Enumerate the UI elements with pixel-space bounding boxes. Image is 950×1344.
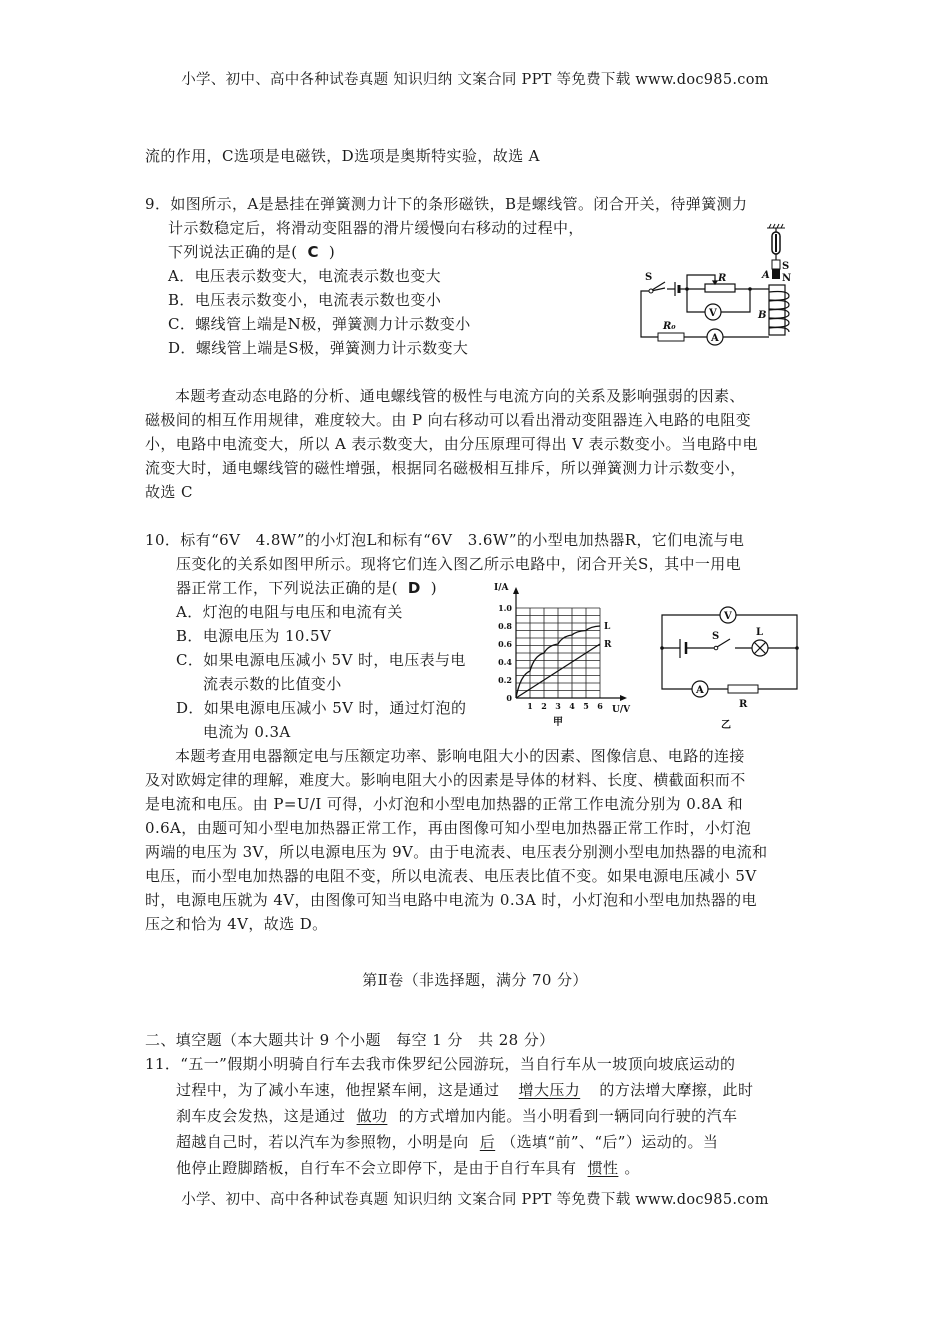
q10-explanation-line8: 压之和恰为 4V，故选 D。	[145, 915, 328, 933]
lamp-label-l: L	[756, 627, 764, 638]
q9-explanation-line3: 小，电路中电流变大，所以 A 表示数变大，由分压原理可得出 V 表示数变小。当电路中电	[145, 435, 758, 453]
bar-magnet-icon	[772, 260, 780, 279]
x-axis-arrow-icon	[620, 695, 627, 701]
q11-line1: 11．“五一”假期小明骑自行车去我市侏罗纪公园游玩，当自行车从一坡顶向坡底运动的	[145, 1055, 736, 1073]
section-2-heading: 二、填空题（本大题共计 9 个小题 每空 1 分 共 28 分）	[145, 1031, 555, 1049]
solenoid-icon	[769, 285, 789, 335]
carryover-text: 流的作用，C选项是电磁铁，D选项是奥斯特实验，故选 A	[145, 147, 540, 165]
q11-line2: 过程中，为了减小车速，他捏紧车闸，这是通过 增大压力 的方法增大摩擦，此时	[176, 1081, 754, 1099]
q10-stem-line1: 10．标有“6V 4.8W”的小灯泡L和标有“6V 3.6W”的小型电加热器R，它们电流与电	[145, 531, 745, 549]
magnet-label-a: A	[762, 270, 770, 281]
q9-stem-line1: 9．如图所示，A是悬挂在弹簧测力计下的条形磁铁，B是螺线管。闭合开关，待弹簧测力	[145, 195, 748, 213]
q10-option-d: D．如果电源电压减小 5V 时，通过灯泡的	[176, 699, 467, 717]
q10-explanation-line6: 电压，而小型电加热器的电阻不变，所以电流表、电压表比值不变。如果电源电压减小 5V	[145, 867, 757, 885]
y-tick: 0.2	[498, 675, 512, 685]
x-tick: 2	[541, 701, 547, 711]
q11-blank-2: 做功	[356, 1107, 388, 1125]
q10-option-c: C．如果电源电压减小 5V 时，电压表与电	[176, 651, 466, 669]
y-tick: 0	[506, 693, 512, 703]
y-tick: 1.0	[498, 603, 512, 613]
section-2-title: 第Ⅱ卷（非选择题，满分 70 分）	[362, 971, 588, 989]
resistor-r-icon	[728, 685, 758, 693]
y-tick: 0.6	[498, 639, 512, 649]
lamp-icon	[752, 640, 768, 656]
q10-explanation-line4: 0.6A，由题可知小型电加热器正常工作，再由图像可知小型电加热器正常工作时，小灯泡	[145, 819, 752, 837]
battery-icon	[680, 639, 686, 658]
q10-explanation-line7: 时，电源电压就为 4V，由图像可知当电路中电流为 0.3A 时，小灯泡和小型电加热器的电	[145, 891, 757, 909]
switch-label-s: S	[712, 631, 720, 642]
pole-label-s: S	[782, 261, 790, 272]
q9-explanation-line2: 磁极间的相互作用规律，难度较大。由 P 向右移动可以看出滑动变阻器连入电路的电阻变	[145, 411, 752, 429]
q10-stem-line2: 压变化的关系如图甲所示。现将它们连入图乙所示电路中，闭合开关S，其中一用电	[176, 555, 742, 573]
q11-blank-1: 增大压力	[518, 1081, 581, 1099]
q10-option-d-cont: 电流为 0.3A	[203, 723, 291, 741]
q10-answer: D	[407, 579, 421, 597]
q9-stem-line2: 计示数稳定后，将滑动变阻器的滑片缓慢向右移动的过程中，	[168, 219, 584, 237]
switch-label-s: S	[645, 272, 653, 283]
q9-option-c: C．螺线管上端是N极，弹簧测力计示数变小	[168, 315, 471, 333]
page-footer: 小学、初中、高中各种试卷真题 知识归纳 文案合同 PPT 等免费下载 www.doc985.com	[181, 1192, 769, 1208]
voltmeter-label: V	[709, 308, 717, 319]
spring-scale-icon	[772, 228, 780, 260]
battery-icon	[667, 282, 687, 296]
pole-label-n: N	[782, 273, 792, 284]
q10-explanation-line3: 是电流和电压。由 P=U/I 可得，小灯泡和小型电加热器的正常工作电流分别为 0.8A 和	[145, 795, 744, 813]
q9-option-a: A．电压表示数变大，电流表示数也变大	[168, 267, 442, 285]
q11-blank-3: 后	[479, 1133, 496, 1151]
x-tick: 4	[569, 701, 575, 711]
y-axis-label: I/A	[494, 583, 509, 593]
q10-option-b: B．电源电压为 10.5V	[176, 627, 332, 645]
x-tick: 3	[555, 701, 561, 711]
figure-caption-jia: 甲	[553, 717, 563, 728]
ammeter-label: A	[711, 333, 719, 344]
x-axis-label: U/V	[612, 705, 631, 715]
rheostat-label-r: R	[718, 273, 727, 284]
q11-line5: 他停止蹬脚踏板，自行车不会立即停下，是由于自行车具有 惯性 。	[176, 1159, 640, 1177]
q11-line3: 刹车皮会发热，这是通过 做功 的方式增加内能。当小明看到一辆同向行驶的汽车	[176, 1107, 738, 1125]
r0-label: R₀	[663, 321, 676, 332]
q10-circuit-diagram-yi	[650, 595, 810, 735]
q11-number: 11．	[145, 1055, 181, 1073]
x-tick: 5	[583, 701, 589, 711]
voltmeter-label: V	[724, 611, 732, 622]
figure-caption-yi: 乙	[721, 720, 731, 731]
q10-explanation-line1: 本题考查用电器额定电与压额定功率、影响电阻大小的因素、图像信息、电路的连接	[175, 747, 745, 765]
y-tick: 0.8	[498, 621, 512, 631]
q9-stem-line3: 下列说法正确的是( C )	[168, 243, 336, 261]
resistor-r0-icon	[658, 333, 684, 341]
q10-explanation-line5: 两端的电压为 3V，所以电源电压为 9V。由于电流表、电压表分别测小型电加热器的电流和	[145, 843, 768, 861]
q10-option-c-cont: 流表示数的比值变小	[203, 675, 342, 693]
resistor-label-r: R	[739, 699, 748, 710]
q10-option-a: A．灯泡的电阻与电压和电流有关	[176, 603, 403, 621]
ammeter-label: A	[696, 685, 704, 696]
q9-explanation-line5: 故选 C	[145, 483, 193, 501]
y-tick: 0.4	[498, 657, 512, 667]
series-label-r: R	[604, 640, 612, 650]
switch-s-icon	[714, 646, 718, 650]
q10-explanation-line2: 及对欧姆定律的理解，难度大。影响电阻大小的因素是导体的材料、长度、横截面积而不	[145, 771, 746, 789]
q10-number: 10．	[145, 531, 181, 549]
q9-answer: C	[307, 243, 319, 261]
q9-option-d: D．螺线管上端是S极，弹簧测力计示数变大	[168, 339, 469, 357]
series-label-l: L	[604, 622, 611, 632]
ceiling-mount-icon	[767, 224, 785, 228]
q9-explanation-line1: 本题考查动态电路的分析、通电螺线管的极性与电流方向的关系及影响强弱的因素、	[175, 387, 745, 405]
page-header: 小学、初中、高中各种试卷真题 知识归纳 文案合同 PPT 等免费下载 www.doc985.com	[181, 72, 769, 88]
solenoid-label-b: B	[758, 310, 767, 321]
x-tick: 1	[527, 701, 533, 711]
q9-option-b: B．电压表示数变小，电流表示数也变小	[168, 291, 442, 309]
q9-circuit-diagram	[625, 218, 815, 358]
x-tick: 6	[597, 701, 603, 711]
iu-graph-chart	[490, 580, 640, 730]
q11-line4: 超越自己时，若以汽车为参照物，小明是向 后 （选填“前”、“后”）运动的。当	[176, 1133, 719, 1151]
q9-explanation-line4: 流变大时，通电螺线管的磁性增强，根据同名磁极相互排斥，所以弹簧测力计示数变小，	[145, 459, 746, 477]
y-axis-arrow-icon	[513, 587, 519, 594]
q10-stem-line3: 器正常工作，下列说法正确的是( D )	[176, 579, 437, 597]
q11-blank-4: 惯性	[587, 1159, 619, 1177]
q9-number: 9．	[145, 195, 171, 213]
